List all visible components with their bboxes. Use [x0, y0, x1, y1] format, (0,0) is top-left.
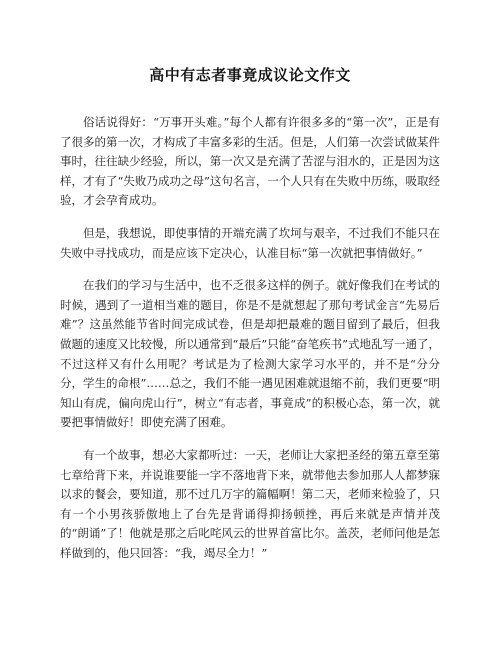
paragraph-2: 但是，我想说，即使事情的开端充满了坎坷与艰辛，不过我们不能只在失败中寻找成功，而是应该下定决心，认准目标“第一次就把事情做好。” [60, 225, 440, 260]
paragraph-3: 在我们的学习与生活中，也不乏很多这样的例子。就好像我们在考试的时候，遇到了一道相当难的题目，你是不是就想起了那句考试金言“先易后难”？这虽然能节省时间完成试卷，但是却把最难的题目留到了最后，但我做题的速度又比较慢，所以通常到“最后”只能“奋笔疾书”式地乱写一通了，不过这样又有什么用呢？考试是为了检测大家学习水平的，并不是“分分分，学生的命根”……总之，我们不能一遇见困难就退缩不前，我们更要“明知山有虎，偏向虎山行”，树立“有志者，事竟成”的积极心态，第一次，就要把事情做好！即使充满了困难。 [60, 278, 441, 430]
document-body [60, 113, 440, 576]
document-title: 高中有志者事竟成议论文作文 [149, 66, 351, 84]
paragraph-4: 有一个故事，想必大家都听过：一天，老师让大家把圣经的第五章至第七章给背下来，并说谁要能一字不落地背下来，就带他去参加那人人都梦寐以求的餐会，要知道，那不过几万字的篇幅啊！第二天，老师来检验了，只有一个小男孩骄傲地上了台先是背诵得抑扬顿挫，再后来就是声情并茂的“朗诵”了！他就是那之后叱咤风云的世界首富比尔。盖茨，老师问他是怎样做到的，他只回答：“我，竭尽全力！” [60, 447, 440, 560]
paragraph-1: 俗话说得好：“万事开头难。”每个人都有许很多多的“第一次”，正是有了很多的第一次，才构成了丰富多彩的生活。但是，人们第一次尝试做某件事时，往往缺少经验，所以，第一次又是充满了苦涩与泪水的，正是因为这样，才有了“失败乃成功之母”这句名言，一个人只有在失败中历练，吸取经验，才会孕育成功。 [60, 115, 440, 208]
